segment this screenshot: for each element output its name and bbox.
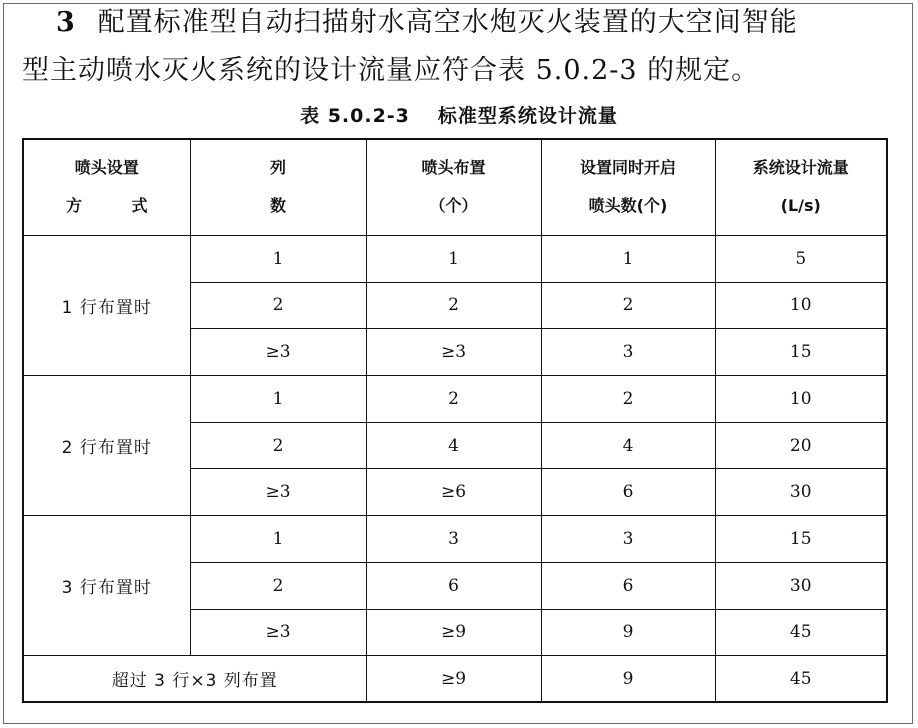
- header-mode: [23, 139, 190, 235]
- header-mode-line-1: 喷头设置: [74, 158, 139, 178]
- cell-simultaneous: 1: [541, 235, 715, 282]
- header-flow-line-2: (L/s): [780, 196, 821, 216]
- clause-paragraph-line-1: [22, 6, 902, 40]
- cell-layout: ≥9: [366, 609, 541, 656]
- cell-simultaneous: 6: [541, 469, 715, 516]
- design-flow-table: [22, 138, 888, 703]
- header-simultaneous-line-1: 设置同时开启: [579, 158, 676, 178]
- header-layout: [366, 139, 541, 235]
- cell-flow: 20: [715, 422, 887, 469]
- cell-columns: 1: [190, 235, 366, 282]
- clause-text-line-1: 配置标准型自动扫描射水高空水炮灭火装置的大空间智能: [97, 7, 798, 38]
- cell-flow: 15: [715, 329, 887, 376]
- cell-simultaneous: 3: [541, 516, 715, 563]
- cell-flow: 30: [715, 469, 887, 516]
- header-columns: [190, 139, 366, 235]
- header-simultaneous-line-2: 喷头数(个): [588, 196, 668, 216]
- cell-columns: ≥3: [190, 609, 366, 656]
- cell-columns: 2: [190, 282, 366, 329]
- table-row-over-3x3: [23, 656, 887, 702]
- table-row: [23, 235, 887, 282]
- cell-layout: 4: [366, 422, 541, 469]
- cell-simultaneous: 2: [541, 282, 715, 329]
- table-row: [23, 376, 887, 423]
- cell-layout: ≥6: [366, 469, 541, 516]
- cell-columns: ≥3: [190, 469, 366, 516]
- cell-columns: 1: [190, 376, 366, 423]
- group-label-2-rows: 2 行布置时: [23, 376, 190, 516]
- cell-flow: 30: [715, 562, 887, 609]
- table-caption: [0, 101, 918, 128]
- over-3x3-label: 超过 3 行×3 列布置: [23, 656, 366, 702]
- cell-layout: 2: [366, 376, 541, 423]
- header-simultaneous: [541, 139, 715, 235]
- header-layout-line-2: （个）: [429, 196, 478, 216]
- header-columns-label: 列 数: [269, 158, 324, 216]
- cell-flow: 5: [715, 235, 887, 282]
- header-mode-line-2: 方 式: [65, 196, 170, 216]
- cell-flow: 10: [715, 282, 887, 329]
- header-flow: [715, 139, 887, 235]
- cell-flow: 45: [715, 656, 887, 702]
- header-flow-line-1: 系统设计流量: [752, 158, 849, 178]
- cell-simultaneous: 4: [541, 422, 715, 469]
- group-label-3-rows: 3 行布置时: [23, 516, 190, 656]
- cell-layout: 3: [366, 516, 541, 563]
- cell-layout: 6: [366, 562, 541, 609]
- cell-simultaneous: 3: [541, 329, 715, 376]
- cell-columns: 2: [190, 422, 366, 469]
- cell-flow: 10: [715, 376, 887, 423]
- cell-simultaneous: 9: [541, 609, 715, 656]
- table-caption-title: 标准型系统设计流量: [437, 105, 618, 127]
- cell-layout: ≥9: [366, 656, 541, 702]
- header-layout-line-1: 喷头布置: [421, 158, 486, 178]
- table-row: [23, 516, 887, 563]
- cell-simultaneous: 9: [541, 656, 715, 702]
- table-caption-number: 表 5.0.2-3: [300, 105, 410, 127]
- cell-layout: 2: [366, 282, 541, 329]
- group-label-1-row: 1 行布置时: [23, 235, 190, 375]
- table-header-row: [23, 139, 887, 235]
- cell-layout: ≥3: [366, 329, 541, 376]
- clause-paragraph-line-2: 型主动喷水灭火系统的设计流量应符合表 5.0.2-3 的规定。: [22, 55, 760, 86]
- cell-flow: 45: [715, 609, 887, 656]
- cell-flow: 15: [715, 516, 887, 563]
- cell-layout: 1: [366, 235, 541, 282]
- cell-columns: ≥3: [190, 329, 366, 376]
- cell-simultaneous: 2: [541, 376, 715, 423]
- cell-columns: 2: [190, 562, 366, 609]
- clause-number: 3: [56, 7, 76, 38]
- cell-columns: 1: [190, 516, 366, 563]
- cell-simultaneous: 6: [541, 562, 715, 609]
